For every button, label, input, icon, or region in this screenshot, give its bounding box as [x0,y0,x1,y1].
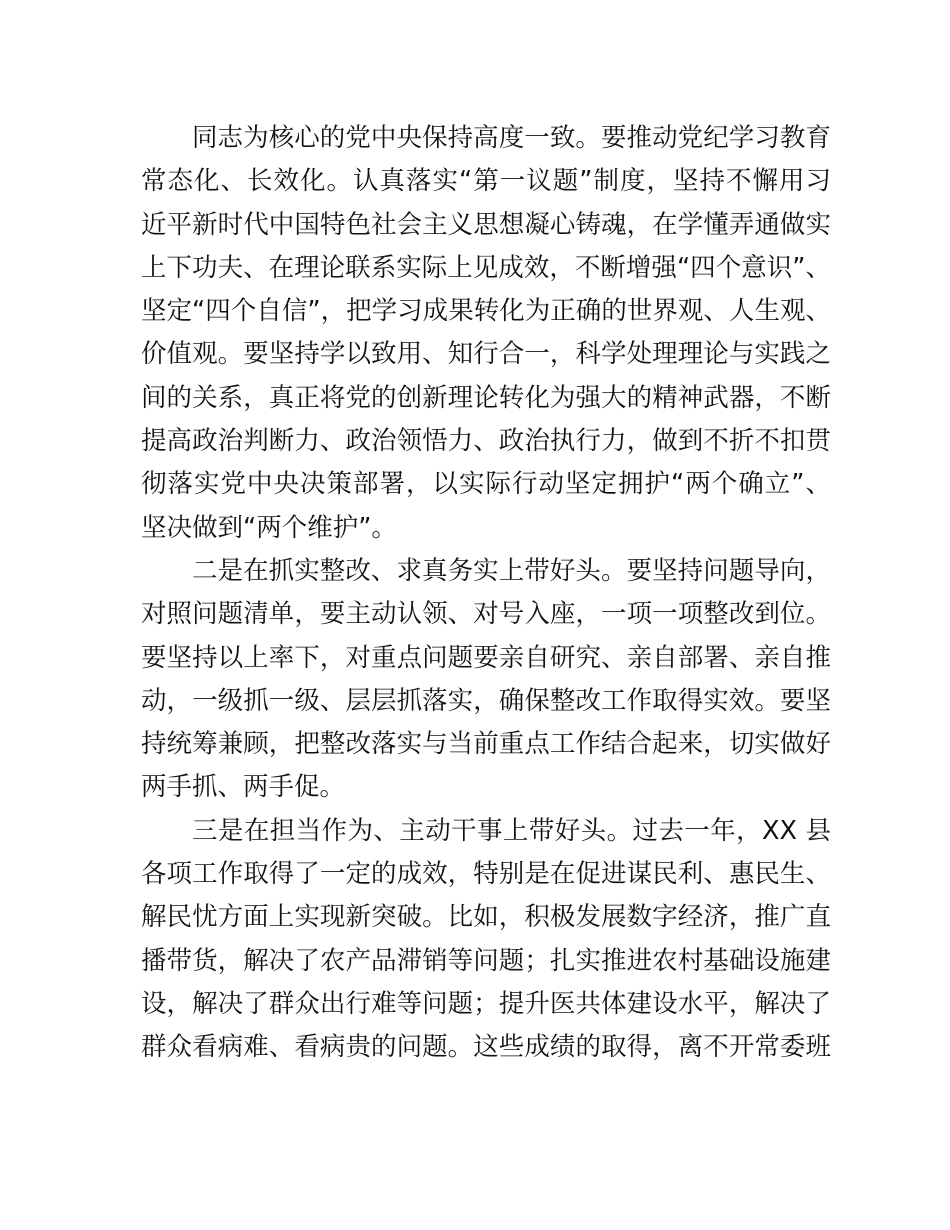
paragraph-3-line-4: 播带货，解决了农产品滞销等问题；扎实推进农村基础设施建 [141,945,831,976]
paragraph-1-line-6: 价值观。要坚持学以致用、知行合一，科学处理理论与实践之 [141,339,831,370]
paragraph-1-line-9: 彻落实党中央决策部署，以实际行动坚定拥护“两个确立”、 [141,469,831,500]
paragraph-1-line-4: 上下功夫、在理论联系实际上见成效，不断增强“四个意识”、 [141,252,831,283]
paragraph-2-line-4: 动，一级抓一级、层层抓落实，确保整改工作取得实效。要坚 [141,685,831,716]
body-text [141,117,831,1070]
paragraph-3-line-3: 解民忧方面上实现新突破。比如，积极发展数字经济，推广直 [141,902,831,933]
paragraph-2-line-6: 两手抓、两手促。 [141,772,346,803]
paragraph-1-line-2: 常态化、长效化。认真落实“第一议题”制度，坚持不懈用习 [141,166,831,197]
paragraph-1-line-8: 提高政治判断力、政治领悟力、政治执行力，做到不折不扣贯 [141,426,831,457]
paragraph-2-line-5: 持统筹兼顾，把整改落实与当前重点工作结合起来，切实做好 [141,729,831,760]
paragraph-2-line-2: 对照问题清单，要主动认领、对号入座，一项一项整改到位。 [141,599,831,630]
paragraph-2-line-1: 二是在抓实整改、求真务实上带好头。要坚持问题导向， [192,555,831,586]
paragraph-3-line-1: 三是在担当作为、主动干事上带好头。过去一年，XX 县 [192,815,831,846]
paragraph-1-line-3: 近平新时代中国特色社会主义思想凝心铸魂，在学懂弄通做实 [141,209,831,240]
paragraph-3-line-5: 设，解决了群众出行难等问题；提升医共体建设水平，解决了 [141,988,831,1019]
paragraph-3-line-2: 各项工作取得了一定的成效，特别是在促进谋民利、惠民生、 [141,859,831,890]
paragraph-1-line-7: 间的关系，真正将党的创新理论转化为强大的精神武器，不断 [141,382,831,413]
paragraph-1-line-1: 同志为核心的党中央保持高度一致。要推动党纪学习教育 [192,123,831,153]
paragraph-2-line-3: 要坚持以上率下，对重点问题要亲自研究、亲自部署、亲自推 [141,642,831,673]
paragraph-1-line-10: 坚决做到“两个维护”。 [141,512,397,543]
paragraph-3-line-6: 群众看病难、看病贵的问题。这些成绩的取得，离不开常委班 [141,1032,831,1063]
paragraph-1-line-5: 坚定“四个自信”，把学习成果转化为正确的世界观、人生观、 [141,296,831,327]
